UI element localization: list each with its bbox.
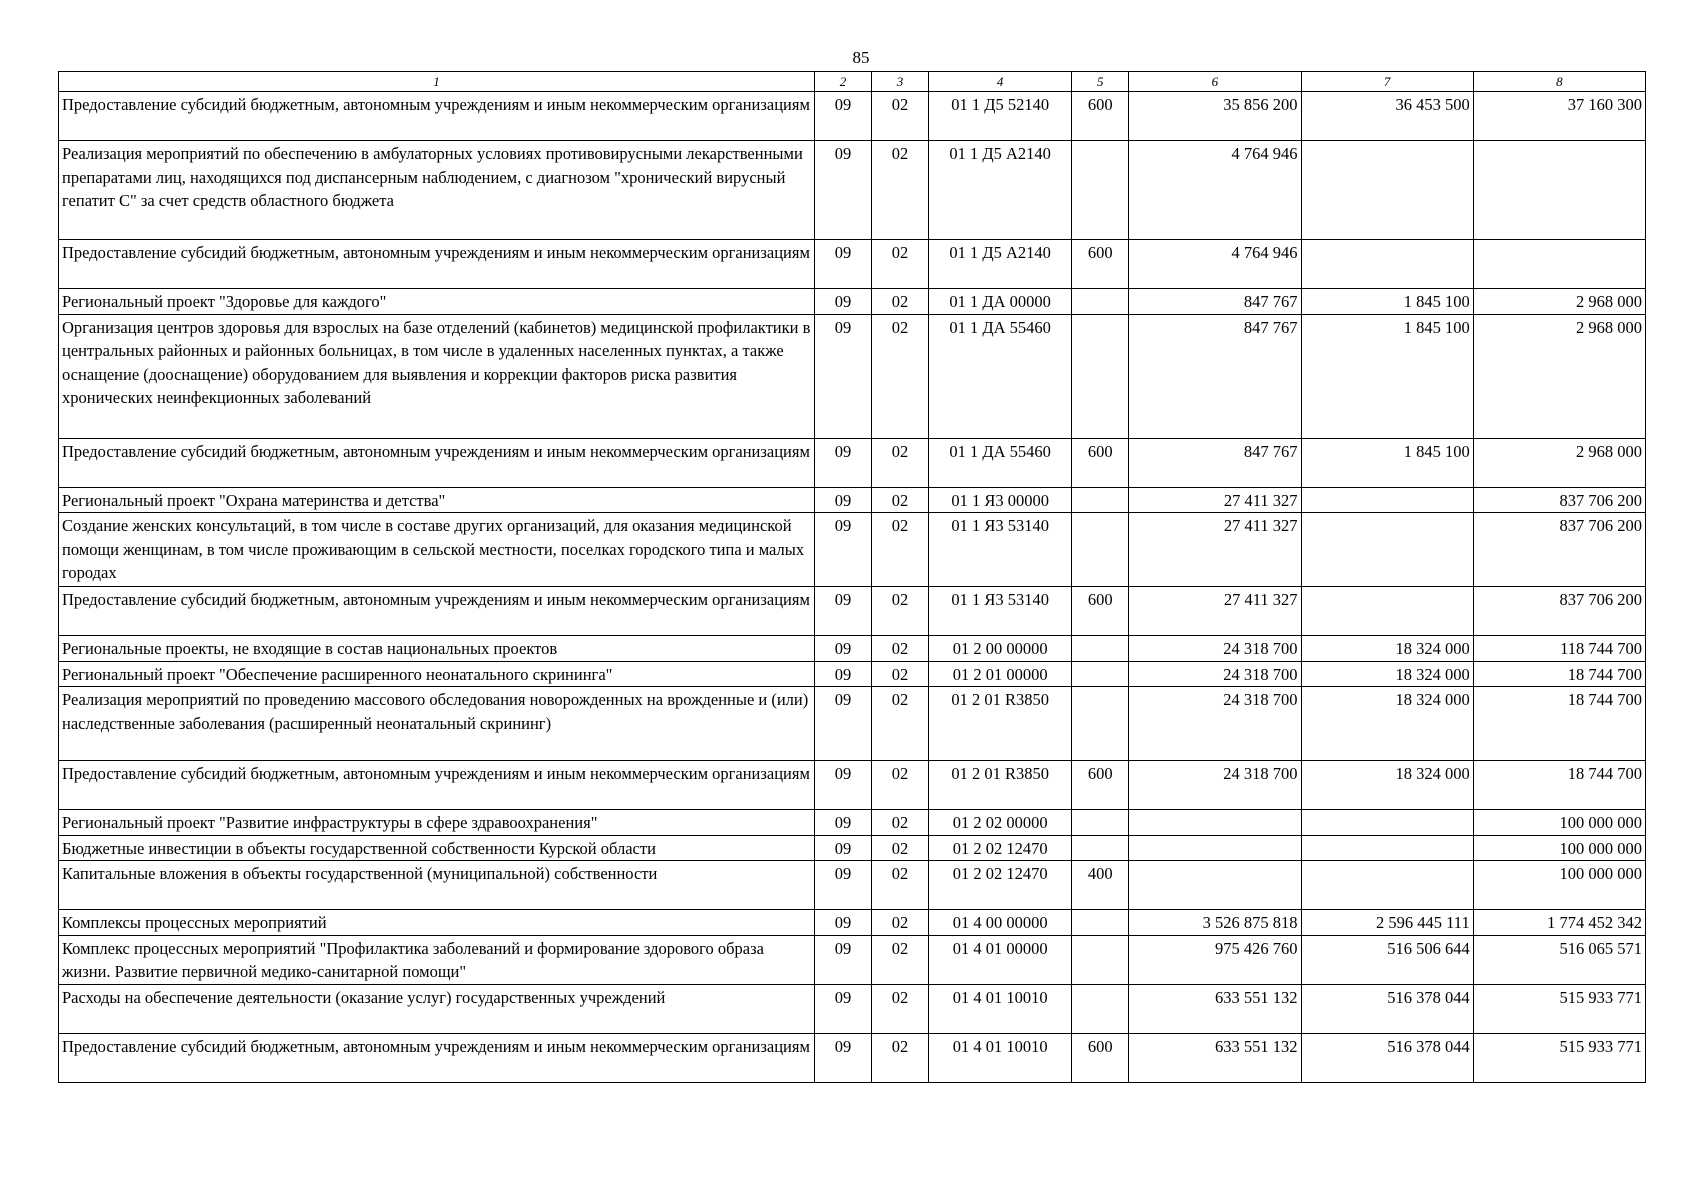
row-title: Организация центров здоровья для взрослых на базе отделений (кабинетов) медицинской профилактики в центральных районных и районных больницах, в том числе в удаленных населенных пунктах, а также оснащение (дооснащение) оборудованием для выявления и коррекции факторов риска развития хронических неинфекционных заболеваний <box>59 314 815 438</box>
amount-col-8: 100 000 000 <box>1473 835 1645 861</box>
table-row <box>59 687 1646 761</box>
amount-col-6: 847 767 <box>1129 289 1301 315</box>
expense-type-code <box>1072 314 1129 438</box>
target-article-code: 01 2 01 R3850 <box>929 761 1072 810</box>
amount-col-7: 516 378 044 <box>1301 1033 1473 1082</box>
section-code: 09 <box>814 687 871 761</box>
row-title: Предоставление субсидий бюджетным, автономным учреждениям и иным некоммерческим организациям <box>59 587 815 636</box>
amount-col-8: 18 744 700 <box>1473 761 1645 810</box>
target-article-code: 01 2 02 12470 <box>929 861 1072 910</box>
amount-col-7 <box>1301 587 1473 636</box>
amount-col-6 <box>1129 861 1301 910</box>
expense-type-code: 400 <box>1072 861 1129 910</box>
target-article-code: 01 1 ДА 55460 <box>929 438 1072 487</box>
amount-col-8: 837 706 200 <box>1473 513 1645 587</box>
section-code: 09 <box>814 438 871 487</box>
column-number: 3 <box>872 72 929 92</box>
target-article-code: 01 1 Я3 53140 <box>929 587 1072 636</box>
budget-table <box>58 71 1646 1083</box>
amount-col-6: 24 318 700 <box>1129 761 1301 810</box>
section-code: 09 <box>814 935 871 984</box>
section-code: 09 <box>814 636 871 662</box>
table-row <box>59 587 1646 636</box>
amount-col-6: 847 767 <box>1129 438 1301 487</box>
amount-col-7: 1 845 100 <box>1301 438 1473 487</box>
amount-col-8: 515 933 771 <box>1473 1033 1645 1082</box>
amount-col-7: 2 596 445 111 <box>1301 910 1473 936</box>
row-title: Капитальные вложения в объекты государственной (муниципальной) собственности <box>59 861 815 910</box>
section-code: 09 <box>814 761 871 810</box>
target-article-code: 01 1 ДА 55460 <box>929 314 1072 438</box>
table-row <box>59 92 1646 141</box>
expense-type-code: 600 <box>1072 761 1129 810</box>
amount-col-8: 515 933 771 <box>1473 984 1645 1033</box>
target-article-code: 01 2 01 00000 <box>929 661 1072 687</box>
section-code: 09 <box>814 810 871 836</box>
table-row <box>59 661 1646 687</box>
column-number: 1 <box>59 72 815 92</box>
subsection-code: 02 <box>872 314 929 438</box>
amount-col-7: 1 845 100 <box>1301 289 1473 315</box>
row-title: Региональный проект "Здоровье для каждого" <box>59 289 815 315</box>
section-code: 09 <box>814 141 871 240</box>
subsection-code: 02 <box>872 587 929 636</box>
amount-col-7 <box>1301 513 1473 587</box>
subsection-code: 02 <box>872 513 929 587</box>
table-row <box>59 935 1646 984</box>
amount-col-6: 24 318 700 <box>1129 636 1301 662</box>
amount-col-8: 100 000 000 <box>1473 810 1645 836</box>
table-row <box>59 810 1646 836</box>
amount-col-7: 36 453 500 <box>1301 92 1473 141</box>
row-title: Бюджетные инвестиции в объекты государственной собственности Курской области <box>59 835 815 861</box>
amount-col-7 <box>1301 141 1473 240</box>
target-article-code: 01 4 01 10010 <box>929 984 1072 1033</box>
target-article-code: 01 2 02 00000 <box>929 810 1072 836</box>
subsection-code: 02 <box>872 92 929 141</box>
subsection-code: 02 <box>872 984 929 1033</box>
subsection-code: 02 <box>872 240 929 289</box>
amount-col-7: 516 506 644 <box>1301 935 1473 984</box>
row-title: Комплекс процессных мероприятий "Профилактика заболеваний и формирование здорового образа жизни. Развитие первичной медико-санитарной помощи" <box>59 935 815 984</box>
table-row <box>59 141 1646 240</box>
section-code: 09 <box>814 314 871 438</box>
subsection-code: 02 <box>872 935 929 984</box>
target-article-code: 01 4 01 00000 <box>929 935 1072 984</box>
expense-type-code: 600 <box>1072 587 1129 636</box>
subsection-code: 02 <box>872 835 929 861</box>
expense-type-code <box>1072 810 1129 836</box>
table-row <box>59 861 1646 910</box>
row-title: Расходы на обеспечение деятельности (оказание услуг) государственных учреждений <box>59 984 815 1033</box>
section-code: 09 <box>814 910 871 936</box>
amount-col-8: 1 774 452 342 <box>1473 910 1645 936</box>
amount-col-6: 633 551 132 <box>1129 984 1301 1033</box>
column-number-row <box>59 72 1646 92</box>
row-title: Предоставление субсидий бюджетным, автономным учреждениям и иным некоммерческим организациям <box>59 761 815 810</box>
expense-type-code: 600 <box>1072 438 1129 487</box>
row-title: Создание женских консультаций, в том числе в составе других организаций, для оказания медицинской помощи женщинам, в том числе проживающим в сельской местности, поселках городского типа и малых городах <box>59 513 815 587</box>
subsection-code: 02 <box>872 636 929 662</box>
target-article-code: 01 1 Д5 А2140 <box>929 141 1072 240</box>
amount-col-6: 633 551 132 <box>1129 1033 1301 1082</box>
amount-col-6: 4 764 946 <box>1129 141 1301 240</box>
table-row <box>59 910 1646 936</box>
amount-col-8: 18 744 700 <box>1473 687 1645 761</box>
amount-col-7 <box>1301 835 1473 861</box>
subsection-code: 02 <box>872 861 929 910</box>
amount-col-8: 100 000 000 <box>1473 861 1645 910</box>
column-number: 4 <box>929 72 1072 92</box>
table-row <box>59 487 1646 513</box>
row-title: Предоставление субсидий бюджетным, автономным учреждениям и иным некоммерческим организациям <box>59 92 815 141</box>
target-article-code: 01 1 Я3 00000 <box>929 487 1072 513</box>
amount-col-8: 2 968 000 <box>1473 314 1645 438</box>
amount-col-6: 847 767 <box>1129 314 1301 438</box>
amount-col-6: 24 318 700 <box>1129 661 1301 687</box>
amount-col-7 <box>1301 810 1473 836</box>
section-code: 09 <box>814 92 871 141</box>
table-row <box>59 835 1646 861</box>
target-article-code: 01 1 Я3 53140 <box>929 513 1072 587</box>
section-code: 09 <box>814 1033 871 1082</box>
row-title: Региональный проект "Охрана материнства и детства" <box>59 487 815 513</box>
amount-col-6: 27 411 327 <box>1129 513 1301 587</box>
amount-col-6: 4 764 946 <box>1129 240 1301 289</box>
expense-type-code <box>1072 687 1129 761</box>
amount-col-7: 516 378 044 <box>1301 984 1473 1033</box>
amount-col-8 <box>1473 141 1645 240</box>
row-title: Региональный проект "Обеспечение расширенного неонатального скрининга" <box>59 661 815 687</box>
section-code: 09 <box>814 289 871 315</box>
amount-col-8 <box>1473 240 1645 289</box>
amount-col-7: 18 324 000 <box>1301 661 1473 687</box>
column-number: 5 <box>1072 72 1129 92</box>
amount-col-7: 18 324 000 <box>1301 687 1473 761</box>
target-article-code: 01 2 02 12470 <box>929 835 1072 861</box>
amount-col-7: 1 845 100 <box>1301 314 1473 438</box>
page-number: 85 <box>852 48 870 67</box>
subsection-code: 02 <box>872 910 929 936</box>
row-title: Предоставление субсидий бюджетным, автономным учреждениям и иным некоммерческим организациям <box>59 1033 815 1082</box>
amount-col-6: 24 318 700 <box>1129 687 1301 761</box>
row-title: Комплексы процессных мероприятий <box>59 910 815 936</box>
amount-col-6: 3 526 875 818 <box>1129 910 1301 936</box>
column-number: 2 <box>814 72 871 92</box>
table-row <box>59 289 1646 315</box>
expense-type-code <box>1072 513 1129 587</box>
expense-type-code <box>1072 910 1129 936</box>
amount-col-6: 27 411 327 <box>1129 587 1301 636</box>
table-row <box>59 240 1646 289</box>
section-code: 09 <box>814 835 871 861</box>
section-code: 09 <box>814 587 871 636</box>
table-row <box>59 438 1646 487</box>
expense-type-code: 600 <box>1072 1033 1129 1082</box>
table-row <box>59 636 1646 662</box>
amount-col-8: 2 968 000 <box>1473 438 1645 487</box>
subsection-code: 02 <box>872 661 929 687</box>
amount-col-8: 837 706 200 <box>1473 487 1645 513</box>
subsection-code: 02 <box>872 289 929 315</box>
target-article-code: 01 1 Д5 А2140 <box>929 240 1072 289</box>
section-code: 09 <box>814 984 871 1033</box>
target-article-code: 01 1 ДА 00000 <box>929 289 1072 315</box>
expense-type-code <box>1072 141 1129 240</box>
target-article-code: 01 1 Д5 52140 <box>929 92 1072 141</box>
row-title: Региональные проекты, не входящие в состав национальных проектов <box>59 636 815 662</box>
section-code: 09 <box>814 661 871 687</box>
subsection-code: 02 <box>872 487 929 513</box>
subsection-code: 02 <box>872 810 929 836</box>
subsection-code: 02 <box>872 141 929 240</box>
amount-col-6 <box>1129 810 1301 836</box>
amount-col-8: 516 065 571 <box>1473 935 1645 984</box>
expense-type-code <box>1072 636 1129 662</box>
target-article-code: 01 2 01 R3850 <box>929 687 1072 761</box>
amount-col-6 <box>1129 835 1301 861</box>
section-code: 09 <box>814 240 871 289</box>
section-code: 09 <box>814 861 871 910</box>
subsection-code: 02 <box>872 1033 929 1082</box>
row-title: Реализация мероприятий по проведению массового обследования новорожденных на врожденные и (или) наследственные заболевания (расширенный неонатальный скрининг) <box>59 687 815 761</box>
expense-type-code <box>1072 289 1129 315</box>
target-article-code: 01 2 00 00000 <box>929 636 1072 662</box>
amount-col-7: 18 324 000 <box>1301 761 1473 810</box>
expense-type-code <box>1072 835 1129 861</box>
column-number: 6 <box>1129 72 1301 92</box>
amount-col-6: 975 426 760 <box>1129 935 1301 984</box>
expense-type-code: 600 <box>1072 240 1129 289</box>
amount-col-8: 18 744 700 <box>1473 661 1645 687</box>
amount-col-8: 2 968 000 <box>1473 289 1645 315</box>
expense-type-code <box>1072 935 1129 984</box>
amount-col-8: 37 160 300 <box>1473 92 1645 141</box>
amount-col-7: 18 324 000 <box>1301 636 1473 662</box>
subsection-code: 02 <box>872 438 929 487</box>
row-title: Реализация мероприятий по обеспечению в амбулаторных условиях противовирусными лекарственными препаратами лиц, находящихся под диспансерным наблюдением, с диагнозом "хронический вирусный гепатит С" за счет средств областного бюджета <box>59 141 815 240</box>
amount-col-8: 118 744 700 <box>1473 636 1645 662</box>
table-row <box>59 1033 1646 1082</box>
target-article-code: 01 4 00 00000 <box>929 910 1072 936</box>
amount-col-7 <box>1301 240 1473 289</box>
table-row <box>59 314 1646 438</box>
expense-type-code <box>1072 661 1129 687</box>
subsection-code: 02 <box>872 761 929 810</box>
expense-type-code: 600 <box>1072 92 1129 141</box>
table-row <box>59 761 1646 810</box>
section-code: 09 <box>814 487 871 513</box>
amount-col-6: 27 411 327 <box>1129 487 1301 513</box>
section-code: 09 <box>814 513 871 587</box>
amount-col-8: 837 706 200 <box>1473 587 1645 636</box>
row-title: Предоставление субсидий бюджетным, автономным учреждениям и иным некоммерческим организациям <box>59 240 815 289</box>
row-title: Предоставление субсидий бюджетным, автономным учреждениям и иным некоммерческим организациям <box>59 438 815 487</box>
target-article-code: 01 4 01 10010 <box>929 1033 1072 1082</box>
table-row <box>59 984 1646 1033</box>
column-number: 7 <box>1301 72 1473 92</box>
expense-type-code <box>1072 487 1129 513</box>
amount-col-7 <box>1301 861 1473 910</box>
expense-type-code <box>1072 984 1129 1033</box>
column-number: 8 <box>1473 72 1645 92</box>
table-row <box>59 513 1646 587</box>
amount-col-6: 35 856 200 <box>1129 92 1301 141</box>
row-title: Региональный проект "Развитие инфраструктуры в сфере здравоохранения" <box>59 810 815 836</box>
subsection-code: 02 <box>872 687 929 761</box>
amount-col-7 <box>1301 487 1473 513</box>
